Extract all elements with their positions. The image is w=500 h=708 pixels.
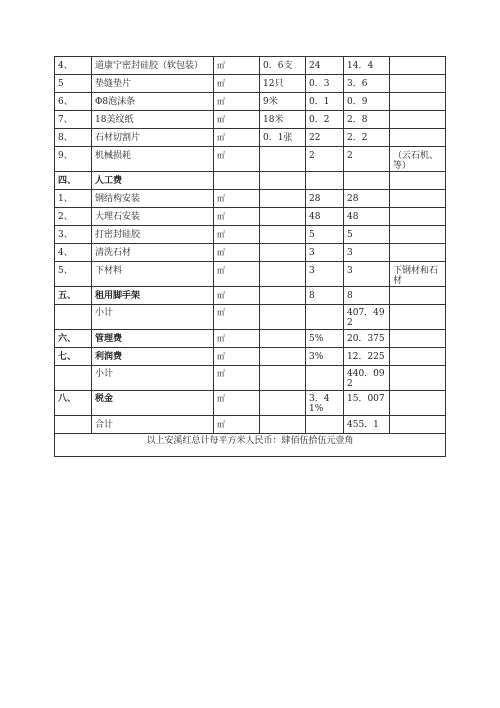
unit-price-cell: 3%	[306, 348, 344, 366]
unit-price-cell	[306, 416, 344, 434]
amount-cell: 2	[344, 147, 390, 172]
item-name-cell: 租用脚手架	[92, 287, 214, 305]
table-row	[55, 391, 446, 416]
item-name-cell: 道康宁密封硅胶（软包装）	[92, 57, 214, 75]
remark-cell	[390, 129, 446, 147]
amount-cell: 455．1	[344, 416, 390, 434]
amount-cell	[344, 172, 390, 190]
item-name-cell: 大理石安装	[92, 208, 214, 226]
unit-cell: ㎡	[214, 147, 260, 172]
amount-cell: 14．4	[344, 57, 390, 75]
unit-price-cell: 0．2	[306, 111, 344, 129]
quantity-cell	[260, 287, 306, 305]
item-number-cell: 1、	[55, 190, 92, 208]
item-number-cell: 5	[55, 75, 92, 93]
unit-cell: ㎡	[214, 366, 260, 391]
table-row	[55, 147, 446, 172]
remark-cell	[390, 305, 446, 330]
quantity-cell: 9米	[260, 93, 306, 111]
quantity-cell	[260, 244, 306, 262]
quantity-cell	[260, 330, 306, 348]
unit-price-cell: 3	[306, 244, 344, 262]
table-row	[55, 262, 446, 287]
remark-cell	[390, 287, 446, 305]
unit-cell: ㎡	[214, 75, 260, 93]
item-name-cell: 18美纹纸	[92, 111, 214, 129]
unit-price-cell	[306, 172, 344, 190]
item-number-cell: 六、	[55, 330, 92, 348]
amount-cell: 5	[344, 226, 390, 244]
unit-cell: ㎡	[214, 391, 260, 416]
quantity-cell	[260, 208, 306, 226]
remark-cell	[390, 190, 446, 208]
table-row	[55, 75, 446, 93]
unit-price-cell: 5	[306, 226, 344, 244]
amount-cell: 20．375	[344, 330, 390, 348]
remark-cell	[390, 226, 446, 244]
item-number-cell: 8、	[55, 129, 92, 147]
unit-price-cell: 5%	[306, 330, 344, 348]
unit-cell: ㎡	[214, 129, 260, 147]
item-number-cell: 7、	[55, 111, 92, 129]
quantity-cell: 18米	[260, 111, 306, 129]
amount-cell: 15．007	[344, 391, 390, 416]
unit-price-cell	[306, 366, 344, 391]
remark-cell	[390, 208, 446, 226]
quantity-cell: 12只	[260, 75, 306, 93]
remark-cell	[390, 366, 446, 391]
unit-price-cell: 0．3	[306, 75, 344, 93]
unit-price-cell	[306, 305, 344, 330]
item-name-cell: 打密封硅胶	[92, 226, 214, 244]
item-name-cell: 清洗石材	[92, 244, 214, 262]
quantity-cell	[260, 190, 306, 208]
table-row	[55, 366, 446, 391]
unit-cell: ㎡	[214, 57, 260, 75]
table-row	[55, 93, 446, 111]
amount-cell: 407．492	[344, 305, 390, 330]
table-row	[55, 330, 446, 348]
amount-cell: 440．092	[344, 366, 390, 391]
unit-cell: ㎡	[214, 330, 260, 348]
unit-cell: ㎡	[214, 190, 260, 208]
unit-cell: ㎡	[214, 208, 260, 226]
remark-cell	[390, 75, 446, 93]
item-number-cell: 2、	[55, 208, 92, 226]
unit-price-cell: 2	[306, 147, 344, 172]
table-row	[55, 57, 446, 75]
remark-cell: （云石机、等）	[390, 147, 446, 172]
amount-cell: 3	[344, 262, 390, 287]
amount-cell: 12．225	[344, 348, 390, 366]
quantity-cell	[260, 262, 306, 287]
item-name-cell: 钢结构安装	[92, 190, 214, 208]
unit-price-cell: 28	[306, 190, 344, 208]
item-number-cell: 3、	[55, 226, 92, 244]
amount-cell: 8	[344, 287, 390, 305]
unit-price-cell: 3．41%	[306, 391, 344, 416]
quantity-cell	[260, 391, 306, 416]
item-number-cell: 4、	[55, 244, 92, 262]
table-row	[55, 111, 446, 129]
item-name-cell: 管理费	[92, 330, 214, 348]
item-name-cell: 垫缝垫片	[92, 75, 214, 93]
table-row	[55, 244, 446, 262]
unit-cell: ㎡	[214, 244, 260, 262]
unit-price-cell: 22	[306, 129, 344, 147]
remark-cell	[390, 111, 446, 129]
amount-cell: 28	[344, 190, 390, 208]
unit-price-cell: 0．1	[306, 93, 344, 111]
item-name-cell: 合计	[92, 416, 214, 434]
quantity-cell	[260, 416, 306, 434]
item-number-cell: 9、	[55, 147, 92, 172]
item-name-cell: 税金	[92, 391, 214, 416]
quantity-cell	[260, 147, 306, 172]
footer-row	[55, 434, 446, 457]
table-row	[55, 208, 446, 226]
amount-cell: 2．2	[344, 129, 390, 147]
unit-cell: ㎡	[214, 111, 260, 129]
remark-cell	[390, 172, 446, 190]
unit-cell: ㎡	[214, 226, 260, 244]
amount-cell: 3．6	[344, 75, 390, 93]
quote-table	[54, 56, 446, 457]
unit-cell: ㎡	[214, 93, 260, 111]
item-number-cell	[55, 416, 92, 434]
footer-total-text: 以上安溪红总计每平方米人民币：肆佰伍拾伍元壹角	[55, 434, 446, 457]
item-name-cell: 机械损耗	[92, 147, 214, 172]
remark-cell	[390, 57, 446, 75]
unit-price-cell: 48	[306, 208, 344, 226]
quantity-cell	[260, 366, 306, 391]
remark-cell	[390, 348, 446, 366]
table-row	[55, 129, 446, 147]
quantity-cell	[260, 305, 306, 330]
quote-table-body	[55, 57, 446, 434]
item-number-cell: 6、	[55, 93, 92, 111]
item-name-cell: 小计	[92, 305, 214, 330]
item-number-cell: 八、	[55, 391, 92, 416]
remark-cell: 下钢材和石材	[390, 262, 446, 287]
table-row	[55, 190, 446, 208]
unit-cell: ㎡	[214, 348, 260, 366]
item-number-cell: 5、	[55, 262, 92, 287]
unit-cell: ㎡	[214, 287, 260, 305]
item-number-cell: 七、	[55, 348, 92, 366]
item-number-cell	[55, 366, 92, 391]
amount-cell: 2．8	[344, 111, 390, 129]
item-name-cell: 下材料	[92, 262, 214, 287]
unit-price-cell: 3	[306, 262, 344, 287]
item-name-cell: Φ8泡沫条	[92, 93, 214, 111]
remark-cell	[390, 244, 446, 262]
amount-cell: 48	[344, 208, 390, 226]
unit-price-cell: 24	[306, 57, 344, 75]
quantity-cell: 0．6支	[260, 57, 306, 75]
amount-cell: 3	[344, 244, 390, 262]
item-name-cell: 石材切割片	[92, 129, 214, 147]
item-number-cell: 四、	[55, 172, 92, 190]
unit-cell: ㎡	[214, 262, 260, 287]
table-row	[55, 305, 446, 330]
quantity-cell	[260, 226, 306, 244]
table-row	[55, 416, 446, 434]
unit-price-cell: 8	[306, 287, 344, 305]
remark-cell	[390, 416, 446, 434]
unit-cell: ㎡	[214, 305, 260, 330]
amount-cell: 0．9	[344, 93, 390, 111]
item-name-cell: 小计	[92, 366, 214, 391]
table-row	[55, 348, 446, 366]
item-number-cell: 五、	[55, 287, 92, 305]
unit-cell	[214, 172, 260, 190]
quantity-cell: 0．1张	[260, 129, 306, 147]
table-row	[55, 287, 446, 305]
table-row	[55, 172, 446, 190]
unit-cell: ㎡	[214, 416, 260, 434]
remark-cell	[390, 330, 446, 348]
quantity-cell	[260, 172, 306, 190]
remark-cell	[390, 93, 446, 111]
quantity-cell	[260, 348, 306, 366]
table-row	[55, 226, 446, 244]
item-number-cell: 4、	[55, 57, 92, 75]
item-name-cell: 人工费	[92, 172, 214, 190]
item-name-cell: 利润费	[92, 348, 214, 366]
item-number-cell	[55, 305, 92, 330]
remark-cell	[390, 391, 446, 416]
